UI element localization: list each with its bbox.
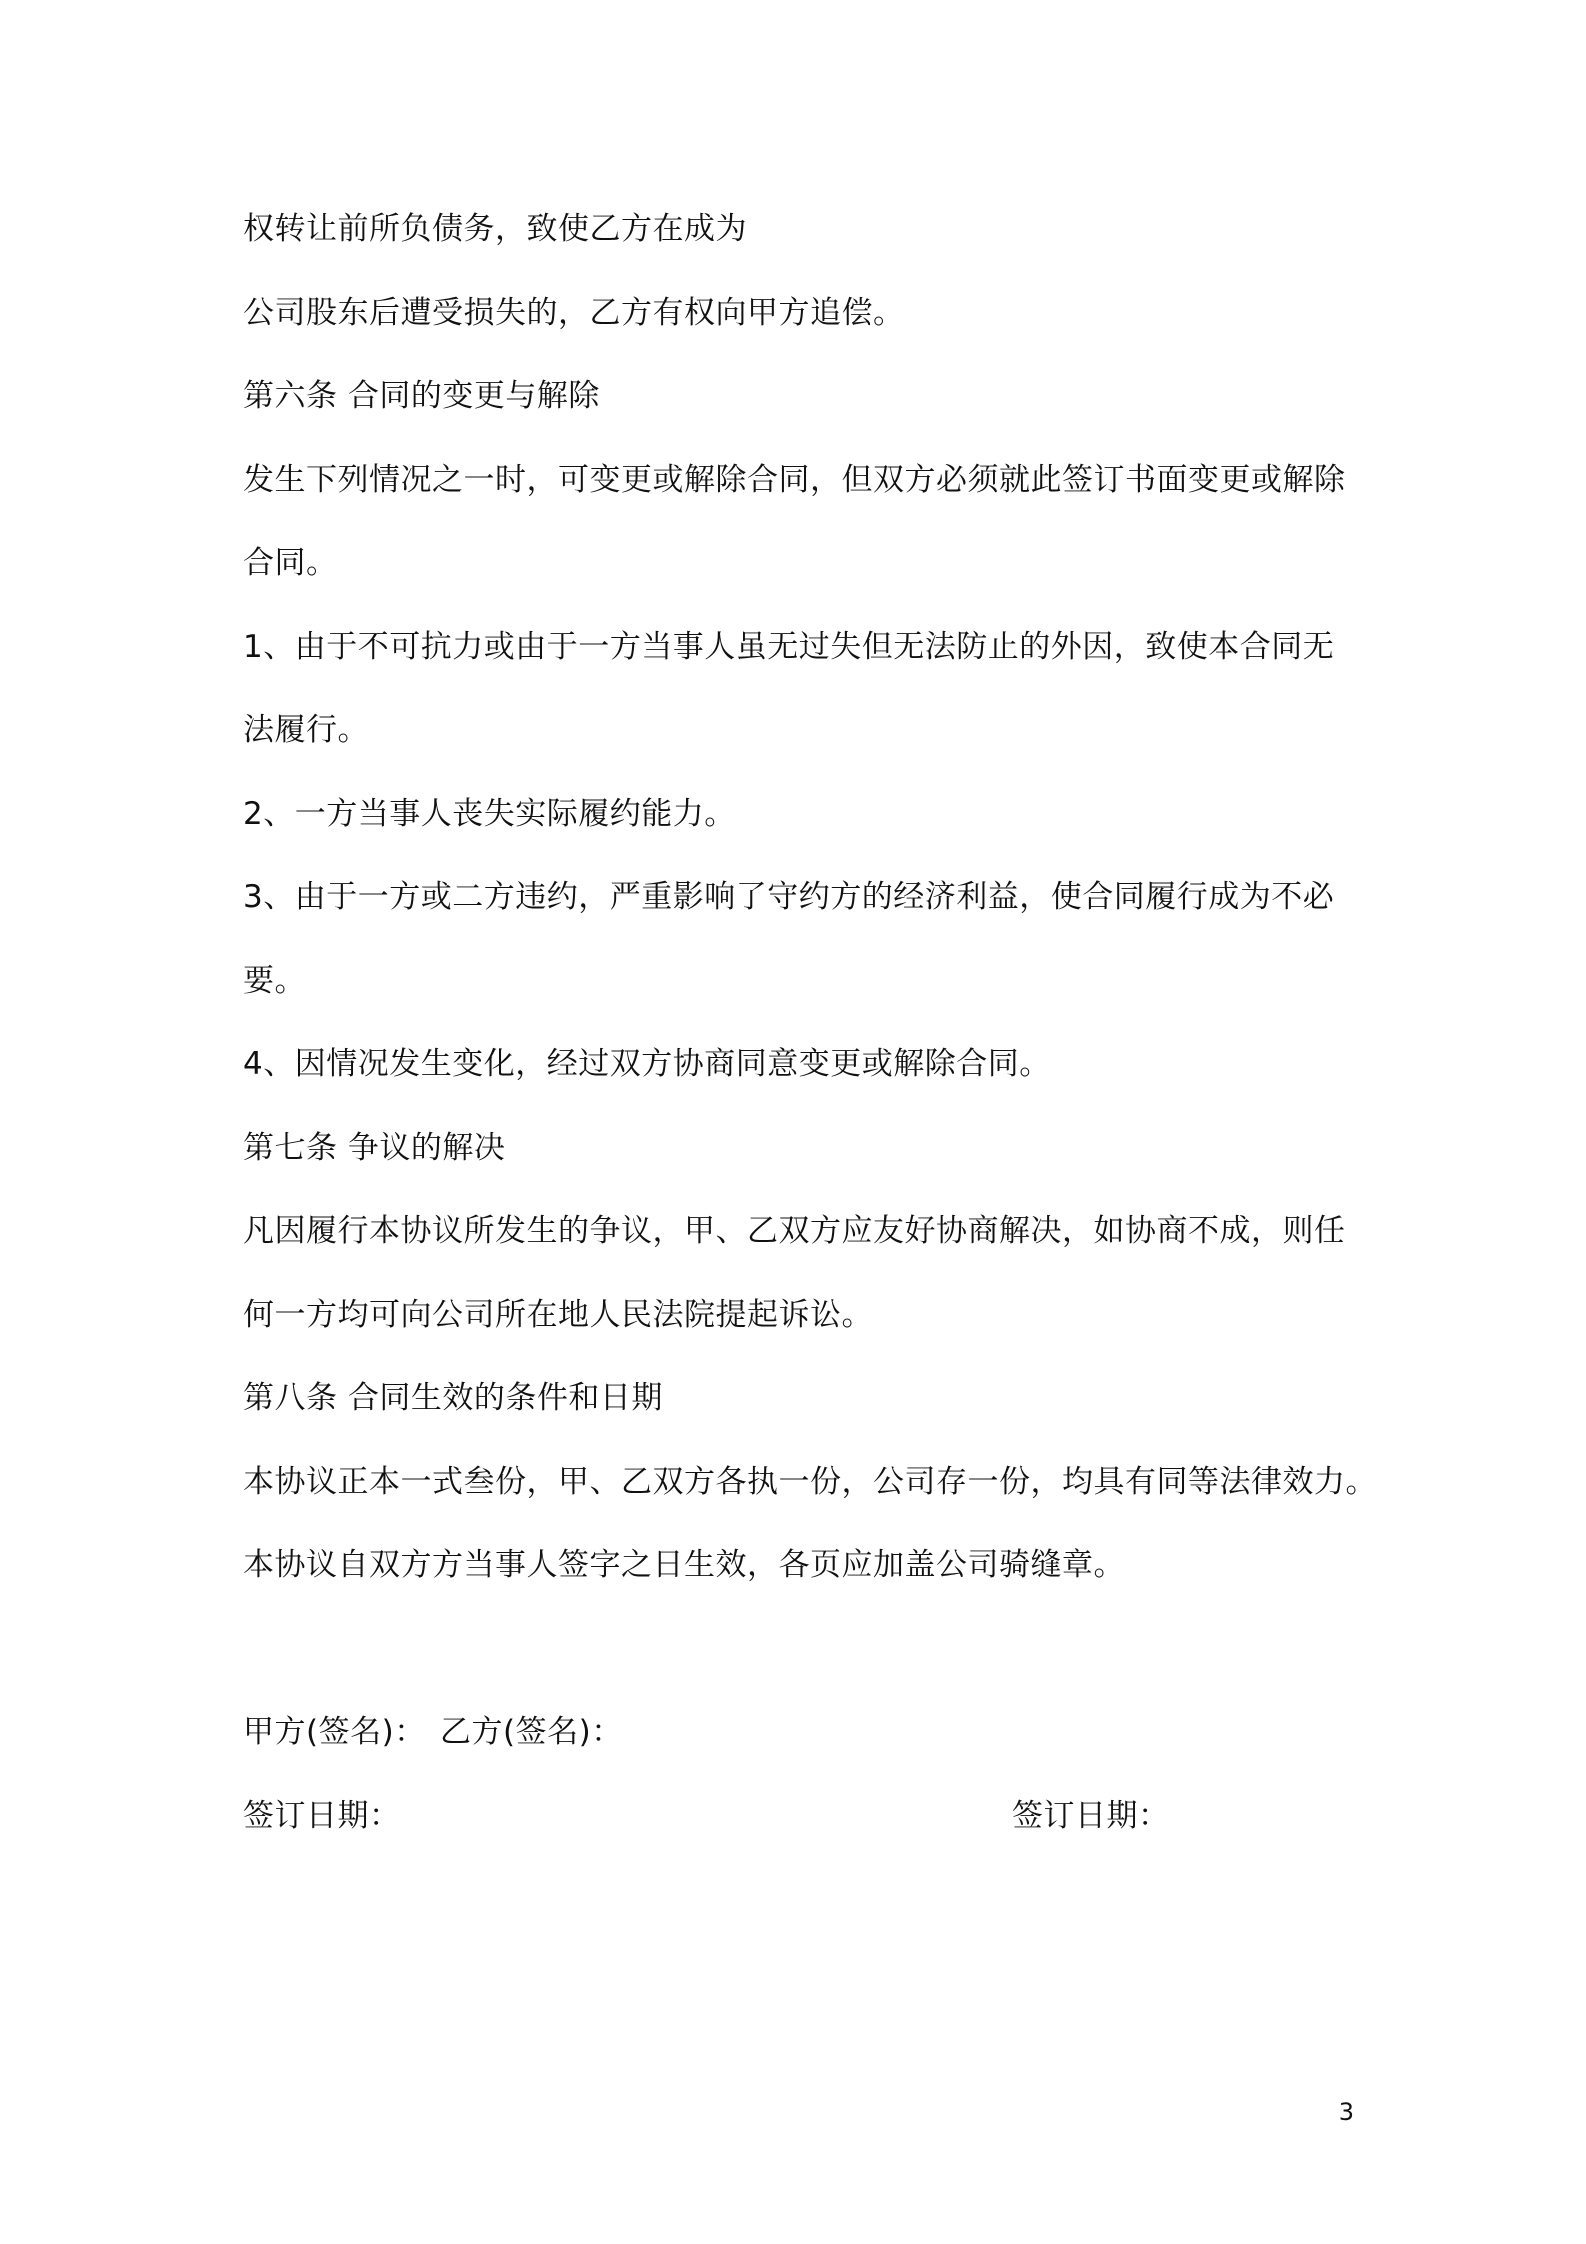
article-heading: 第七条 争议的解决 [243,1130,506,1166]
body-text-line: 本协议正本一式叁份，甲、乙双方各执一份，公司存一份，均具有同等法律效力。 [243,1464,1377,1500]
article-heading: 第六条 合同的变更与解除 [243,378,600,414]
list-item-line: 2、一方当事人丧失实际履约能力。 [243,796,736,832]
list-item-line: 法履行。 [243,712,369,748]
party-a-date-label: 签订日期： [243,1798,401,1834]
list-item-line: 4、因情况发生变化，经过双方协商同意变更或解除合同。 [243,1046,1051,1082]
party-b-signature-label: 乙方(签名)： [440,1714,623,1750]
list-item-line: 3、由于一方或二方违约，严重影响了守约方的经济利益，使合同履行成为不必 [243,879,1335,915]
list-item-line: 1、由于不可抗力或由于一方当事人虽无过失但无法防止的外因，致使本合同无 [243,629,1335,665]
list-item-line: 要。 [243,963,306,999]
party-a-signature-label: 甲方(签名)： [243,1714,426,1750]
article-heading: 第八条 合同生效的条件和日期 [243,1380,663,1416]
body-text-line: 合同。 [243,545,338,581]
body-text-line: 何一方均可向公司所在地人民法院提起诉讼。 [243,1297,873,1333]
body-text-line: 权转让前所负债务，致使乙方在成为 [243,211,747,247]
body-text-line: 公司股东后遭受损失的，乙方有权向甲方追偿。 [243,295,905,331]
party-b-date-label: 签订日期： [1012,1798,1170,1834]
body-text-line: 发生下列情况之一时，可变更或解除合同，但双方必须就此签订书面变更或解除 [243,462,1346,498]
page-number: 3 [1338,2098,1354,2126]
body-text-line: 本协议自双方方当事人签字之日生效，各页应加盖公司骑缝章。 [243,1547,1125,1583]
body-text-line: 凡因履行本协议所发生的争议，甲、乙双方应友好协商解决，如协商不成，则任 [243,1213,1346,1249]
